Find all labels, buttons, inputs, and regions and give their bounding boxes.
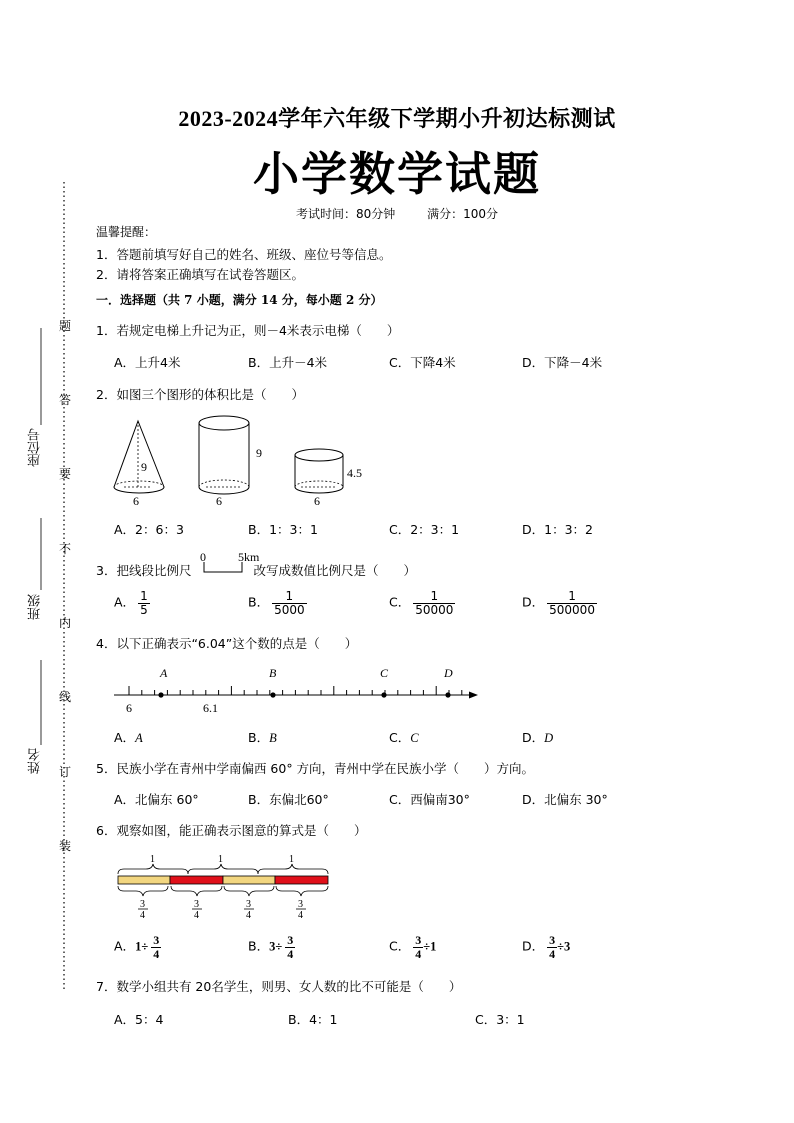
cone-height-label: 9 bbox=[141, 460, 147, 474]
solid-figures bbox=[100, 405, 390, 511]
option-c: C． $\frac{1}{50000}$ bbox=[389, 589, 454, 617]
option-d: D． $\frac{3}{4}$ ÷3 bbox=[522, 933, 571, 961]
cone-figure bbox=[114, 421, 164, 508]
option-b: B．B bbox=[248, 730, 277, 745]
short-cylinder-figure bbox=[295, 449, 362, 508]
question-2: 2．如图三个图形的体积比是（ ） bbox=[96, 387, 304, 402]
question-4: 4．以下正确表示“6.04”这个数的点是（ ） bbox=[96, 636, 358, 651]
exam-score: 满分：100分 bbox=[427, 207, 498, 221]
point-d bbox=[445, 692, 450, 697]
option-b: B．1：3：1 bbox=[248, 522, 318, 537]
option-a: A． $\frac{1}{5}$ bbox=[114, 589, 148, 617]
brace bbox=[171, 886, 222, 896]
brace bbox=[188, 864, 258, 874]
point-b-label: B bbox=[269, 666, 277, 680]
bar-segment-red bbox=[170, 876, 223, 884]
reminder-item: 2．请将答案正确填写在试卷答题区。 bbox=[96, 267, 304, 282]
tall-cylinder-figure bbox=[199, 416, 262, 508]
option-d: D． $\frac{1}{500000}$ bbox=[522, 589, 595, 617]
exam-subtitle: 2023-2024学年六年级下学期小升初达标测试 bbox=[178, 106, 616, 131]
bar-fraction-numerator: 3 bbox=[194, 899, 199, 910]
number-line bbox=[108, 660, 488, 716]
fraction-bar-figure bbox=[110, 848, 340, 920]
brace bbox=[118, 864, 188, 874]
brace-label: 1 bbox=[218, 854, 223, 865]
question-7: 7．数学小组共有 20名学生，则男、女人数的比不可能是（ ） bbox=[96, 979, 462, 994]
option-b: B．东偏北60° bbox=[248, 792, 329, 807]
brace bbox=[118, 886, 168, 896]
scale-zero-label: 0 bbox=[200, 550, 206, 564]
bar-segment-yellow bbox=[223, 876, 275, 884]
option-a: A．上升4米 bbox=[114, 355, 181, 370]
cylinder1-diameter-label: 6 bbox=[216, 494, 222, 508]
point-c bbox=[381, 692, 386, 697]
option-c: C．2：3：1 bbox=[389, 522, 460, 537]
cylinder2-diameter-label: 6 bbox=[314, 494, 320, 508]
bar-fraction-denominator: 4 bbox=[194, 910, 199, 920]
option-b: B．上升－4米 bbox=[248, 355, 328, 370]
binding-char: 要 bbox=[59, 467, 72, 481]
option-d: D．北偏东 30° bbox=[522, 792, 608, 807]
option-d: D．下降－4米 bbox=[522, 355, 603, 370]
reminder-item: 1．答题前填写好自己的姓名、班级、座位号等信息。 bbox=[96, 247, 392, 262]
point-a bbox=[158, 692, 163, 697]
binding-char: 不 bbox=[59, 542, 72, 556]
bar-fraction-numerator: 3 bbox=[246, 899, 251, 910]
option-b: B．4：1 bbox=[288, 1012, 338, 1027]
binding-char: 订 bbox=[59, 765, 72, 779]
bar-fraction-numerator: 3 bbox=[140, 899, 145, 910]
point-c-label: C bbox=[380, 666, 389, 680]
brace-label: 1 bbox=[289, 854, 294, 865]
question-3-text-after: 改写成数值比例尺是（ ） bbox=[253, 563, 416, 578]
line-scale-figure bbox=[196, 548, 276, 578]
reminder-title: 温馨提醒： bbox=[96, 225, 157, 239]
bar-segment-yellow bbox=[118, 876, 170, 884]
option-d: D．1：3：2 bbox=[522, 522, 593, 537]
brace bbox=[224, 886, 274, 896]
bar-fraction-denominator: 4 bbox=[298, 910, 303, 920]
question-3-text-before: 3．把线段比例尺 bbox=[96, 563, 192, 578]
point-d-label: D bbox=[444, 666, 453, 680]
cone-diameter-label: 6 bbox=[133, 494, 139, 508]
question-5: 5．民族小学在青州中学南偏西 60° 方向，青州中学在民族小学（ ）方向。 bbox=[96, 761, 535, 776]
name-label: 姓名 bbox=[28, 748, 43, 774]
point-a-label: A bbox=[160, 666, 168, 680]
option-c: C．3：1 bbox=[475, 1012, 525, 1027]
option-c: C．西偏南30° bbox=[389, 792, 470, 807]
bar-fraction-denominator: 4 bbox=[140, 910, 145, 920]
option-a: A．北偏东 60° bbox=[114, 792, 199, 807]
option-b: B．3÷ $\frac{3}{4}$ bbox=[248, 933, 294, 961]
section-heading: 一．选择题（共 7 小题，满分 14 分，每小题 2 分） bbox=[96, 293, 383, 307]
exam-meta bbox=[0, 205, 794, 222]
seat-label: 座位号 bbox=[28, 428, 43, 467]
tick-label-6: 6 bbox=[126, 701, 132, 715]
option-a: A．5：4 bbox=[114, 1012, 164, 1027]
question-6: 6．观察如图，能正确表示图意的算式是（ ） bbox=[96, 823, 367, 838]
class-label: 班级 bbox=[28, 594, 43, 620]
tick-label-6-1: 6.1 bbox=[203, 701, 218, 715]
option-c: C． $\frac{3}{4}$ ÷1 bbox=[389, 933, 437, 961]
option-a: A．1÷ $\frac{3}{4}$ bbox=[114, 933, 160, 961]
binding-char: 题 bbox=[59, 319, 72, 333]
exam-title: 小学数学试题 bbox=[253, 149, 541, 200]
brace-label: 1 bbox=[150, 854, 155, 865]
cylinder2-height-label: 4.5 bbox=[347, 466, 362, 480]
exam-time: 考试时间：80分钟 bbox=[295, 207, 396, 221]
scale-5km-label: 5km bbox=[238, 550, 260, 564]
option-c: C．C bbox=[389, 730, 419, 745]
bar-segment-red bbox=[275, 876, 328, 884]
option-a: A．2：6：3 bbox=[114, 522, 184, 537]
option-c: C．下降4米 bbox=[389, 355, 456, 370]
option-b: B． $\frac{1}{5000}$ bbox=[248, 589, 305, 617]
brace bbox=[276, 886, 328, 896]
binding-char: 线 bbox=[59, 690, 72, 704]
binding-char: 装 bbox=[59, 839, 72, 853]
question-1: 1．若规定电梯上升记为正，则－4米表示电梯（ ） bbox=[96, 323, 400, 338]
option-a: A．A bbox=[114, 730, 143, 745]
cylinder1-height-label: 9 bbox=[256, 446, 262, 460]
binding-margin bbox=[0, 0, 90, 1123]
binding-char: 内 bbox=[59, 616, 72, 630]
option-d: D．D bbox=[522, 730, 554, 745]
binding-char: 答 bbox=[59, 393, 72, 407]
brace bbox=[258, 864, 328, 874]
bar-fraction-numerator: 3 bbox=[298, 899, 303, 910]
bar-fraction-denominator: 4 bbox=[246, 910, 251, 920]
point-b bbox=[270, 692, 275, 697]
